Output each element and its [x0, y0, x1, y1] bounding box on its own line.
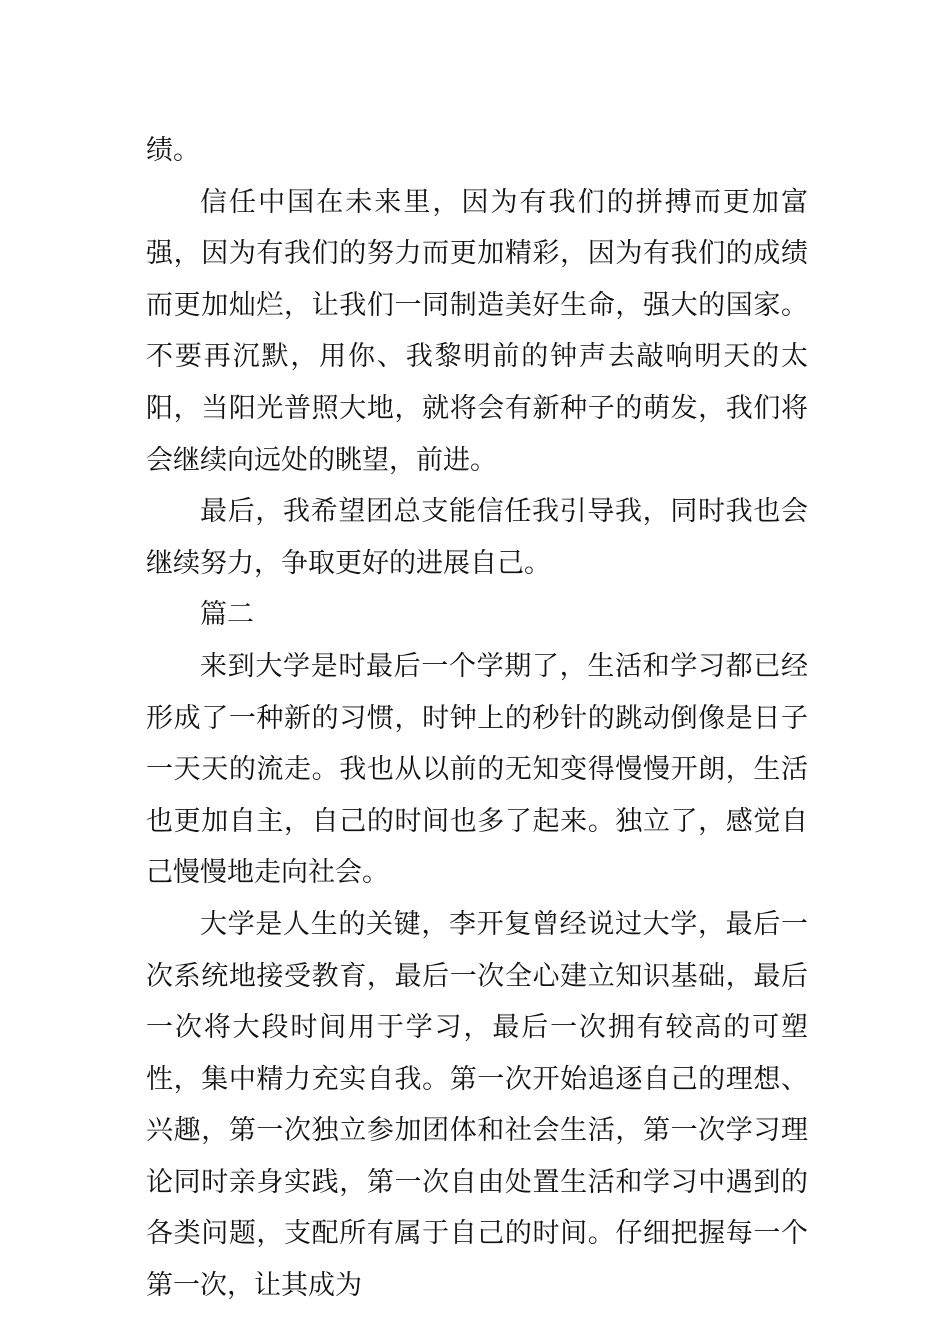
paragraph-university-key: 大学是人生的关键，李开复曾经说过大学，最后一次系统地接受教育，最后一次全心建立知识基础，最后一次将大段时间用于学习，最后一次拥有较高的可塑性，集中精力充实自我。第一次开始追逐自己的理想、兴趣，第一次独立参加团体和社会生活，第一次学习理论同时亲身实践，第一次自由处置生活和学习中遇到的各类问题，支配所有属于自己的时间。仔细把握每一个第一次，让其成为	[146, 908, 808, 1302]
paragraph-university-last-term: 来到大学是时最后一个学期了，生活和学习都已经形成了一种新的习惯，时钟上的秒针的跳动倒像是日子一天天的流走。我也从以前的无知变得慢慢开朗，生活也更加自主，自己的时间也多了起来。独立了，感觉自己慢慢地走向社会。	[146, 650, 808, 889]
paragraph-continuation: 绩。	[146, 135, 200, 166]
paragraph-finally: 最后，我希望团总支能信任我引导我，同时我也会继续努力，争取更好的进展自己。	[146, 496, 808, 579]
paragraph-trust-china: 信任中国在未来里，因为有我们的拼搏而更加富强，因为有我们的努力而更加精彩，因为有我们的成绩而更加灿烂，让我们一同制造美好生命，强大的国家。不要再沉默，用你、我黎明前的钟声去敲响明天的太阳，当阳光普照大地，就将会有新种子的萌发，我们将会继续向远处的眺望，前进。	[146, 186, 808, 476]
section-heading: 篇二	[200, 599, 254, 631]
document-body	[146, 125, 808, 1312]
